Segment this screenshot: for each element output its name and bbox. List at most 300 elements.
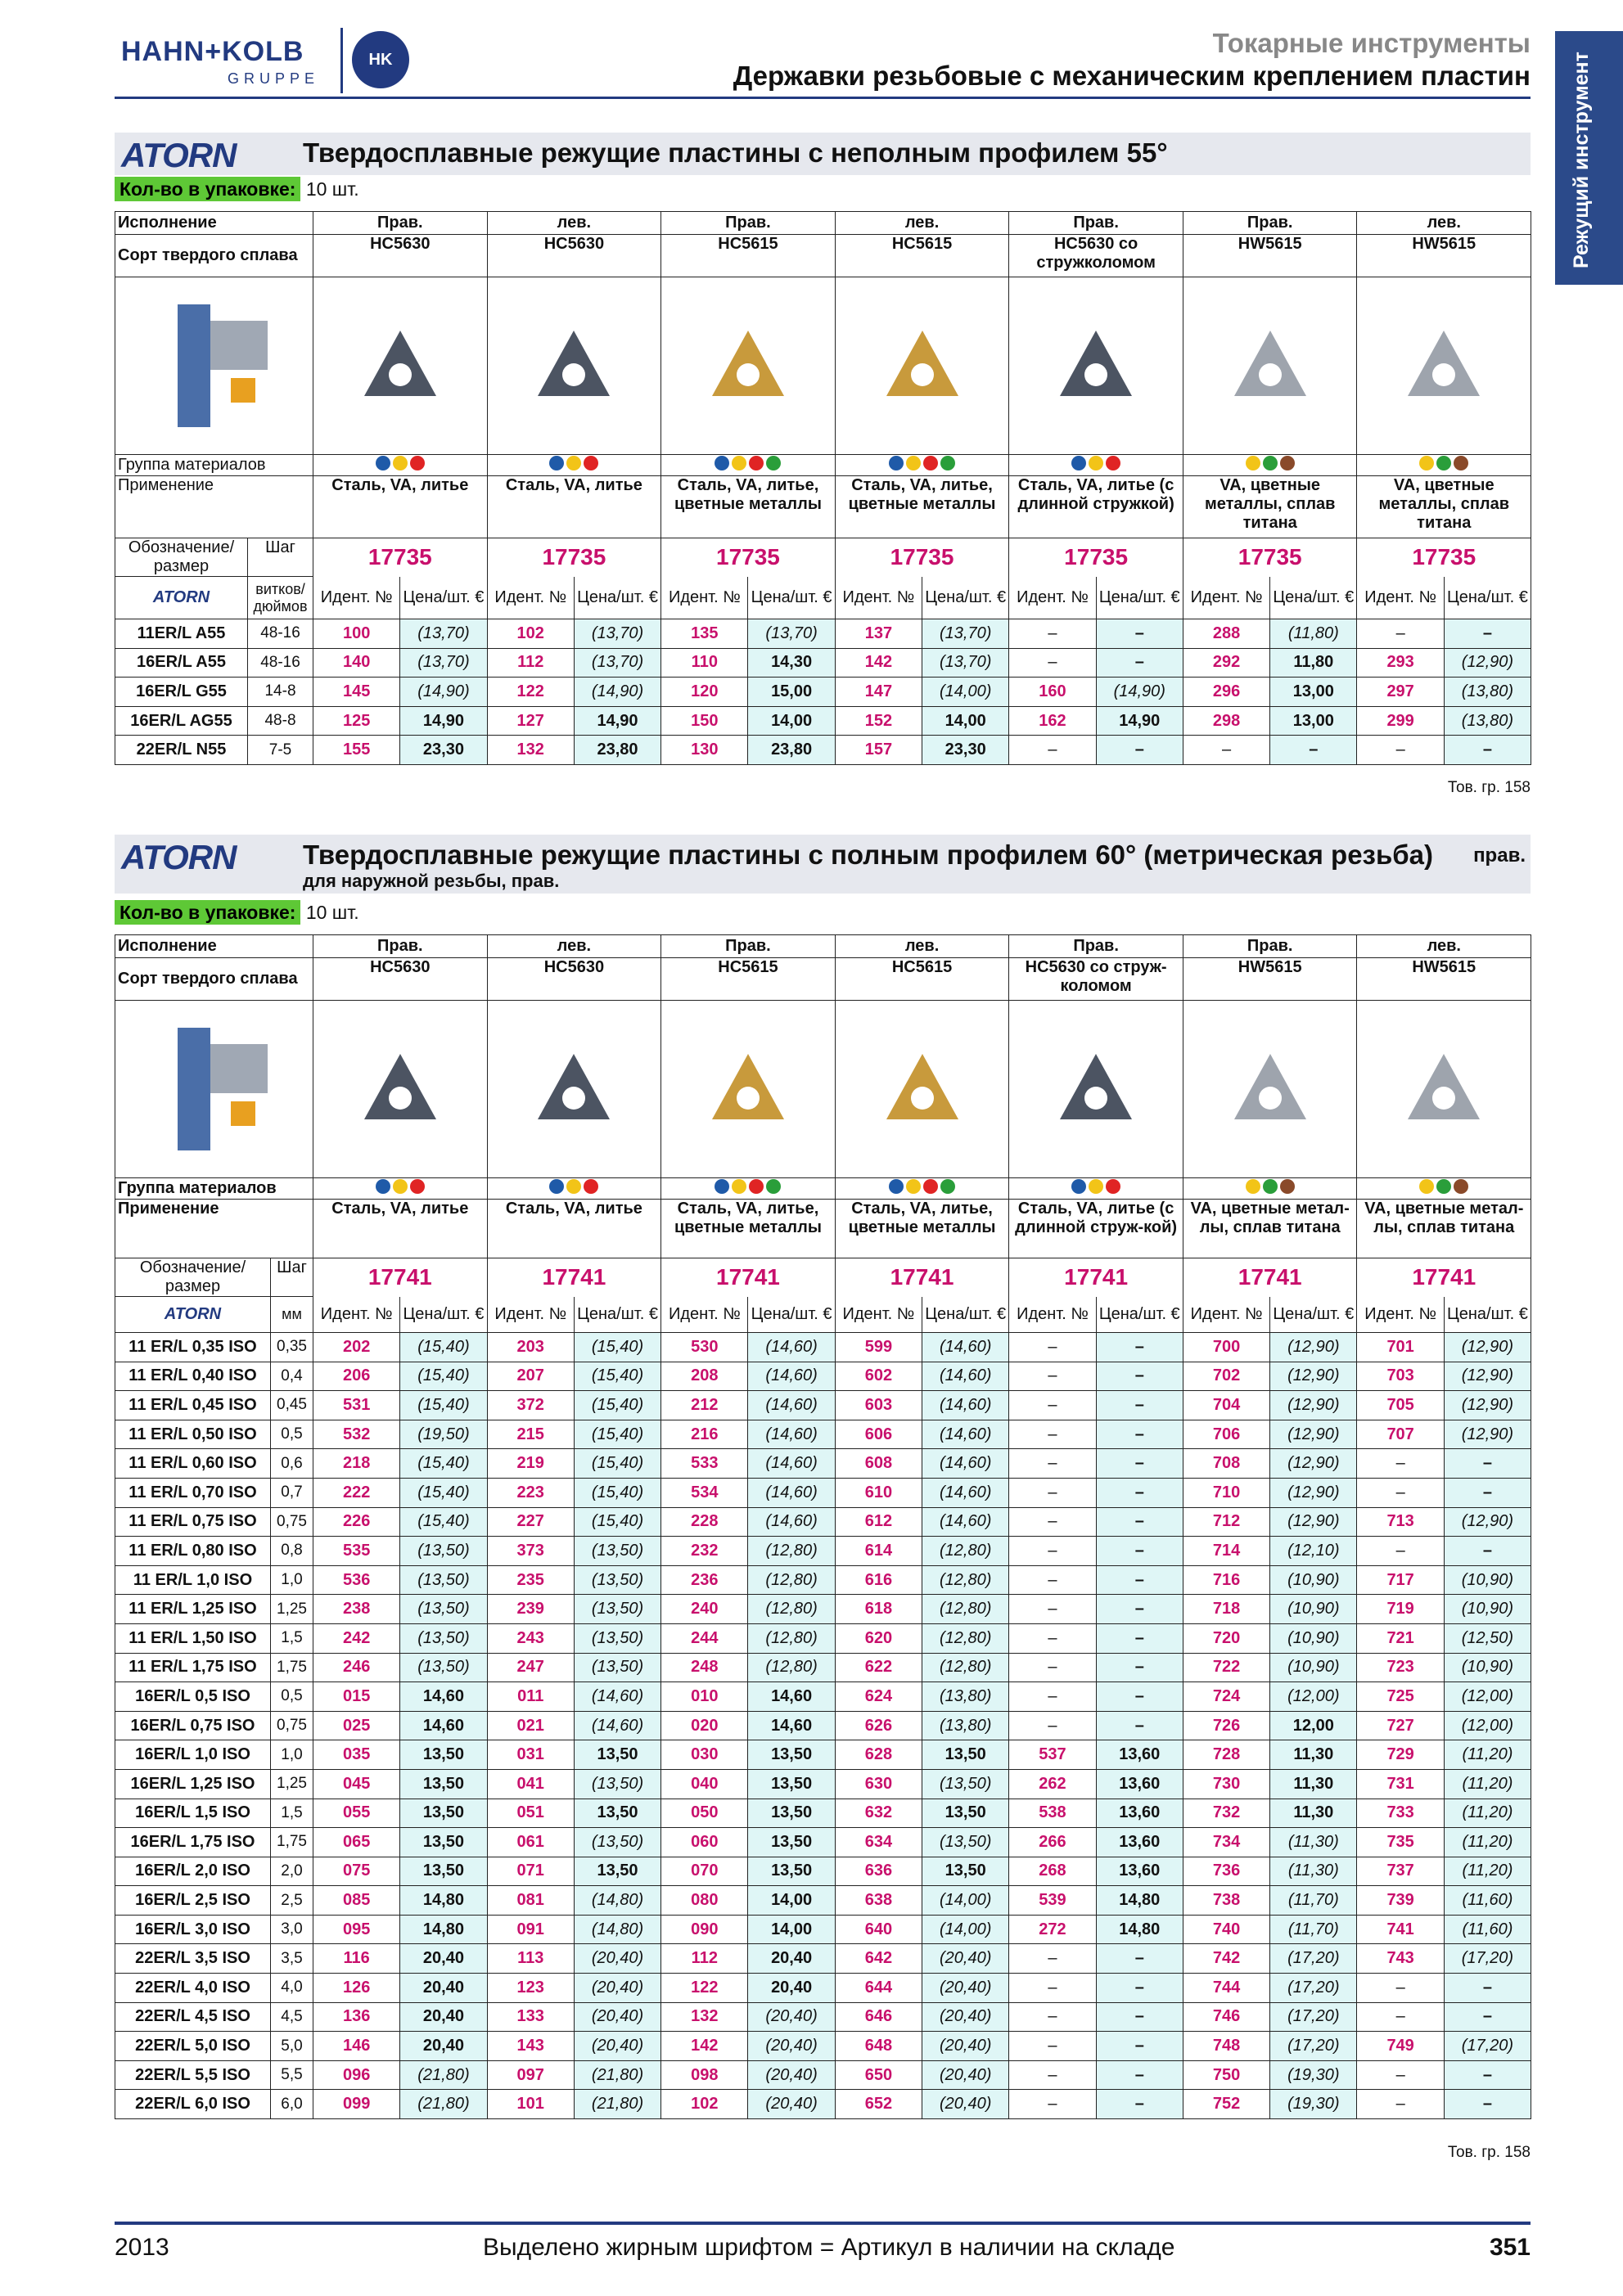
ident-cell: 041: [487, 1769, 574, 1799]
pitch-cell: 4,5: [271, 2002, 313, 2032]
size-cell: 22ER/L 6,0 ISO: [115, 2090, 271, 2119]
ident-cell: 744: [1183, 1974, 1269, 2003]
id-header: Идент. №: [661, 577, 748, 619]
price-cell: (17,20): [1270, 2032, 1357, 2061]
ident-cell: 112: [487, 648, 574, 678]
price-cell: (12,80): [748, 1565, 835, 1595]
variant-side: Прав.: [1183, 935, 1357, 958]
price-cell: –: [1096, 2032, 1183, 2061]
ident-cell: 733: [1357, 1799, 1444, 1828]
price-header: Цена/шт. €: [1444, 1297, 1531, 1333]
ident-cell: 630: [835, 1769, 922, 1799]
row-label: Сорт твердого сплава: [115, 235, 313, 277]
ident-cell: 537: [1009, 1740, 1096, 1770]
carbide-grade: HW5615: [1357, 958, 1531, 1001]
price-cell: 20,40: [400, 2032, 487, 2061]
table-row: [115, 1682, 1531, 1712]
ident-cell: 746: [1183, 2002, 1269, 2032]
price-cell: –: [1096, 2060, 1183, 2090]
ident-cell: 219: [487, 1449, 574, 1479]
price-cell: –: [1444, 1537, 1531, 1566]
material-dots: [661, 455, 836, 476]
price-cell: (13,50): [922, 1769, 1009, 1799]
price-cell: (13,50): [574, 1653, 660, 1682]
price-cell: 14,80: [1096, 1886, 1183, 1916]
price-cell: 14,90: [400, 706, 487, 736]
material-dots: [1009, 1178, 1183, 1200]
variant-side: лев.: [487, 212, 661, 235]
ident-cell: 734: [1183, 1828, 1269, 1857]
price-cell: 23,30: [400, 736, 487, 765]
price-cell: (11,70): [1270, 1915, 1357, 1944]
price-cell: (11,20): [1444, 1799, 1531, 1828]
price-cell: (11,20): [1444, 1740, 1531, 1770]
ident-cell: –: [1009, 648, 1096, 678]
ident-cell: 620: [835, 1623, 922, 1653]
price-cell: –: [1444, 1449, 1531, 1479]
insert-icon: [1234, 1054, 1306, 1119]
price-cell: (14,60): [922, 1507, 1009, 1537]
pitch-cell: 14-8: [248, 678, 313, 707]
ident-cell: –: [1009, 1362, 1096, 1391]
application: Сталь, VA, литье: [487, 476, 661, 538]
price-cell: 13,60: [1096, 1740, 1183, 1770]
price-cell: –: [1096, 1537, 1183, 1566]
ident-cell: 223: [487, 1478, 574, 1507]
ident-cell: 122: [661, 1974, 748, 2003]
ident-cell: 636: [835, 1857, 922, 1886]
table-row: [115, 1391, 1531, 1420]
thread-drawing-icon: [153, 1020, 276, 1159]
price-cell: (13,50): [400, 1565, 487, 1595]
material-dot-icon: [549, 1179, 564, 1194]
header-category: Токарные инструменты: [1212, 28, 1531, 58]
table-row: [115, 1769, 1531, 1799]
ident-cell: 741: [1357, 1915, 1444, 1944]
ident-cell: 738: [1183, 1886, 1269, 1916]
price-header: Цена/шт. €: [1444, 577, 1531, 619]
ident-cell: 538: [1009, 1799, 1096, 1828]
price-cell: 13,50: [748, 1740, 835, 1770]
ident-cell: 648: [835, 2032, 922, 2061]
price-header: Цена/шт. €: [922, 1297, 1009, 1333]
table-row: [115, 476, 1531, 538]
side-tab[interactable]: [1555, 31, 1623, 285]
section2-title: Твердосплавные режущие пластины с полным профилем 60° (метрическая резьба): [303, 840, 1433, 870]
price-cell: (20,40): [574, 1944, 660, 1974]
table-row: [115, 1449, 1531, 1479]
price-cell: (20,40): [748, 2090, 835, 2119]
material-dot-icon: [906, 456, 921, 470]
table-row: [115, 1828, 1531, 1857]
material-dot-icon: [1106, 456, 1120, 470]
material-dot-icon: [906, 1179, 921, 1194]
price-cell: (14,60): [574, 1682, 660, 1712]
price-cell: (17,20): [1270, 1944, 1357, 1974]
material-dot-icon: [1454, 1179, 1468, 1194]
ident-cell: 298: [1183, 706, 1269, 736]
id-header: Идент. №: [1183, 1297, 1269, 1333]
material-dot-icon: [410, 1179, 425, 1194]
size-cell: 11 ER/L 0,35 ISO: [115, 1333, 271, 1362]
price-cell: –: [1444, 2060, 1531, 2090]
row-label: Применение: [115, 1200, 313, 1258]
thread-drawing-icon: [153, 296, 276, 435]
price-cell: –: [1096, 2002, 1183, 2032]
ident-cell: 206: [313, 1362, 400, 1391]
price-cell: –: [1096, 1944, 1183, 1974]
price-cell: (13,50): [574, 1828, 660, 1857]
material-dot-icon: [940, 1179, 955, 1194]
pitch-cell: 4,0: [271, 1974, 313, 2003]
price-cell: (10,90): [1270, 1595, 1357, 1624]
material-dot-icon: [766, 456, 781, 470]
material-dots-group: [1071, 456, 1120, 470]
price-cell: 13,60: [1096, 1769, 1183, 1799]
ident-cell: 714: [1183, 1537, 1269, 1566]
price-cell: (14,60): [922, 1362, 1009, 1391]
price-cell: –: [1444, 1478, 1531, 1507]
price-cell: 20,40: [400, 1944, 487, 1974]
ident-cell: 090: [661, 1915, 748, 1944]
size-cell: 11 ER/L 0,50 ISO: [115, 1420, 271, 1449]
pitch-cell: 0,7: [271, 1478, 313, 1507]
material-dots-group: [715, 1179, 781, 1194]
pitch-cell: 48-8: [248, 706, 313, 736]
price-cell: 14,00: [748, 1886, 835, 1916]
price-cell: (14,60): [748, 1391, 835, 1420]
price-cell: (20,40): [922, 2060, 1009, 2090]
price-cell: (15,40): [574, 1391, 660, 1420]
carbide-grade: HC5630: [313, 958, 488, 1001]
material-dot-icon: [749, 456, 764, 470]
ident-cell: 299: [1357, 706, 1444, 736]
price-cell: 13,50: [748, 1828, 835, 1857]
material-dot-icon: [393, 1179, 408, 1194]
price-cell: (15,40): [400, 1449, 487, 1479]
price-cell: (12,00): [1270, 1682, 1357, 1712]
price-cell: 20,40: [400, 2002, 487, 2032]
ident-cell: 705: [1357, 1391, 1444, 1420]
ident-cell: 080: [661, 1886, 748, 1916]
ident-cell: 603: [835, 1391, 922, 1420]
ident-cell: 535: [313, 1537, 400, 1566]
material-dot-icon: [376, 456, 390, 470]
price-cell: (17,20): [1444, 1944, 1531, 1974]
article-number: 17741: [1357, 1258, 1531, 1297]
id-header: Идент. №: [661, 1297, 748, 1333]
price-cell: (13,50): [400, 1653, 487, 1682]
ident-cell: 703: [1357, 1362, 1444, 1391]
table-row: [115, 1623, 1531, 1653]
ident-cell: 700: [1183, 1333, 1269, 1362]
material-dots-group: [889, 456, 955, 470]
price-cell: (13,50): [400, 1537, 487, 1566]
article-number: 17735: [661, 538, 836, 577]
insert-icon: [1060, 331, 1132, 396]
material-dots: [1183, 1178, 1357, 1200]
size-cell: 22ER/L N55: [115, 736, 248, 765]
ident-cell: 207: [487, 1362, 574, 1391]
ident-cell: 721: [1357, 1623, 1444, 1653]
ident-cell: –: [1357, 1537, 1444, 1566]
ident-cell: 020: [661, 1711, 748, 1740]
insert-image: [835, 277, 1009, 455]
variant-side: Прав.: [313, 212, 488, 235]
material-dot-icon: [889, 456, 904, 470]
variant-side: Прав.: [1009, 212, 1183, 235]
article-number: 17735: [1183, 538, 1357, 577]
footer-note: Выделено жирным шрифтом = Артикул в наличии на складе: [483, 2234, 1175, 2261]
table-row: [115, 2060, 1531, 2090]
price-cell: (13,70): [400, 619, 487, 649]
table-row: [115, 935, 1531, 958]
material-dots-group: [715, 456, 781, 470]
brand-divider: [340, 28, 343, 93]
size-cell: 11 ER/L 0,80 ISO: [115, 1537, 271, 1566]
pitch-cell: 3,0: [271, 1915, 313, 1944]
price-cell: (14,60): [748, 1420, 835, 1449]
ident-cell: 729: [1357, 1740, 1444, 1770]
price-cell: 23,80: [574, 736, 660, 765]
size-cell: 16ER/L 0,5 ISO: [115, 1682, 271, 1712]
ident-cell: 634: [835, 1828, 922, 1857]
material-dots: [835, 455, 1009, 476]
pack-label: Кол-во в упаковке:: [115, 900, 300, 925]
ident-cell: 732: [1183, 1799, 1269, 1828]
ident-cell: 531: [313, 1391, 400, 1420]
ident-cell: –: [1009, 1420, 1096, 1449]
side-tab-label: Режущий инструмент: [1570, 52, 1593, 268]
ident-cell: 246: [313, 1653, 400, 1682]
size-cell: 11 ER/L 0,60 ISO: [115, 1449, 271, 1479]
price-cell: (20,40): [922, 2090, 1009, 2119]
price-cell: 14,00: [748, 706, 835, 736]
carbide-grade: HC5630: [487, 235, 661, 277]
ident-cell: –: [1357, 1974, 1444, 2003]
ident-cell: 157: [835, 736, 922, 765]
table-row: [115, 277, 1531, 455]
ident-cell: 642: [835, 1944, 922, 1974]
pitch-cell: 5,5: [271, 2060, 313, 2090]
table-row: [115, 1944, 1531, 1974]
pitch-unit: мм: [271, 1297, 313, 1333]
ident-cell: –: [1009, 2060, 1096, 2090]
atorn-logo: ATORN: [121, 838, 237, 876]
price-cell: 13,50: [400, 1740, 487, 1770]
ident-cell: –: [1009, 2002, 1096, 2032]
ident-cell: –: [1009, 1478, 1096, 1507]
price-cell: (10,90): [1270, 1653, 1357, 1682]
ident-cell: 650: [835, 2060, 922, 2090]
ident-cell: 212: [661, 1391, 748, 1420]
id-header: Идент. №: [313, 577, 400, 619]
table-row: [115, 1915, 1531, 1944]
ident-cell: –: [1009, 1595, 1096, 1624]
material-dot-icon: [766, 1179, 781, 1194]
price-cell: 14,60: [748, 1682, 835, 1712]
price-cell: –: [1096, 619, 1183, 649]
pitch-cell: 0,75: [271, 1507, 313, 1537]
price-cell: (10,90): [1444, 1653, 1531, 1682]
ident-cell: 534: [661, 1478, 748, 1507]
table-row: [115, 1333, 1531, 1362]
ident-cell: –: [1009, 2032, 1096, 2061]
carbide-grade: HC5630: [313, 235, 488, 277]
price-cell: (15,40): [574, 1449, 660, 1479]
section2-tov: Тов. гр. 158: [1447, 2144, 1531, 2161]
variant-side: Прав.: [661, 212, 836, 235]
carbide-grade: HW5615: [1357, 235, 1531, 277]
table-row: [115, 958, 1531, 1001]
price-cell: (15,40): [574, 1333, 660, 1362]
price-cell: 14,60: [400, 1711, 487, 1740]
size-cell: 11 ER/L 1,75 ISO: [115, 1653, 271, 1682]
price-cell: (14,60): [922, 1449, 1009, 1479]
price-cell: 11,30: [1270, 1740, 1357, 1770]
size-cell: 22ER/L 5,5 ISO: [115, 2060, 271, 2090]
ident-cell: 730: [1183, 1769, 1269, 1799]
table-row: [115, 455, 1531, 476]
ident-cell: 055: [313, 1799, 400, 1828]
id-header: Идент. №: [313, 1297, 400, 1333]
size-cell: 16ER/L A55: [115, 648, 248, 678]
material-dots-group: [1071, 1179, 1120, 1194]
article-number: 17735: [313, 538, 488, 577]
header-rule: [115, 97, 1531, 99]
size-cell: 16ER/L 0,75 ISO: [115, 1711, 271, 1740]
ident-cell: 622: [835, 1653, 922, 1682]
price-cell: (10,90): [1444, 1565, 1531, 1595]
application: Сталь, VA, литье: [313, 476, 488, 538]
ident-cell: –: [1183, 736, 1269, 765]
ident-cell: 632: [835, 1799, 922, 1828]
price-cell: –: [1096, 736, 1183, 765]
ident-cell: 532: [313, 1420, 400, 1449]
carbide-grade: HC5615: [661, 235, 836, 277]
drawing-part: [178, 304, 210, 427]
material-dot-icon: [549, 456, 564, 470]
ident-cell: 727: [1357, 1711, 1444, 1740]
price-cell: (11,80): [1270, 619, 1357, 649]
price-cell: 14,90: [574, 706, 660, 736]
brand-group: GRUPPE: [228, 70, 320, 87]
price-cell: (20,40): [748, 2060, 835, 2090]
ident-cell: 142: [661, 2032, 748, 2061]
table-row: [115, 2032, 1531, 2061]
price-header: Цена/шт. €: [748, 1297, 835, 1333]
pitch-cell: 1,25: [271, 1769, 313, 1799]
ident-cell: –: [1357, 2090, 1444, 2119]
ident-cell: 750: [1183, 2060, 1269, 2090]
price-cell: (12,00): [1444, 1682, 1531, 1712]
ident-cell: 070: [661, 1857, 748, 1886]
price-cell: 13,60: [1096, 1828, 1183, 1857]
variant-side: Прав.: [1183, 212, 1357, 235]
atorn-small-logo: ATORN: [115, 577, 248, 619]
drawing-part: [210, 1044, 268, 1093]
material-dots: [835, 1178, 1009, 1200]
thread-drawing: [115, 277, 313, 455]
price-cell: (10,90): [1444, 1595, 1531, 1624]
ident-cell: 100: [313, 619, 400, 649]
pack-label: Кол-во в упаковке:: [115, 177, 300, 201]
price-cell: 13,50: [400, 1799, 487, 1828]
material-dots: [313, 455, 488, 476]
page-number: 351: [1489, 2234, 1531, 2261]
thread-drawing: [115, 1001, 313, 1178]
header-title: Державки резьбовые с механическим креплением пластин: [733, 61, 1531, 91]
ident-cell: 296: [1183, 678, 1269, 707]
price-cell: –: [1096, 1974, 1183, 2003]
ident-cell: 723: [1357, 1653, 1444, 1682]
price-cell: –: [1096, 1362, 1183, 1391]
insert-image: [661, 277, 836, 455]
ident-cell: 091: [487, 1915, 574, 1944]
material-dot-icon: [923, 456, 938, 470]
ident-cell: 126: [313, 1974, 400, 2003]
material-dot-icon: [393, 456, 408, 470]
price-cell: 23,30: [922, 736, 1009, 765]
material-dot-icon: [566, 456, 581, 470]
ident-cell: 208: [661, 1362, 748, 1391]
ident-cell: 122: [487, 678, 574, 707]
price-cell: (14,00): [922, 678, 1009, 707]
ident-cell: 150: [661, 706, 748, 736]
pitch-label: Шаг: [271, 1258, 313, 1297]
pitch-cell: 1,0: [271, 1740, 313, 1770]
price-cell: (20,40): [574, 2002, 660, 2032]
ident-cell: 248: [661, 1653, 748, 1682]
ident-cell: 297: [1357, 678, 1444, 707]
price-cell: (21,80): [400, 2090, 487, 2119]
price-cell: –: [1096, 1595, 1183, 1624]
price-cell: (15,40): [400, 1333, 487, 1362]
price-cell: (19,30): [1270, 2090, 1357, 2119]
price-cell: (20,40): [922, 1944, 1009, 1974]
price-cell: 13,00: [1270, 706, 1357, 736]
price-header: Цена/шт. €: [1096, 1297, 1183, 1333]
price-cell: (10,90): [1270, 1565, 1357, 1595]
table-row: [115, 1799, 1531, 1828]
size-cell: 11ER/L A55: [115, 619, 248, 649]
ident-cell: 726: [1183, 1711, 1269, 1740]
ident-cell: 112: [661, 1944, 748, 1974]
ident-cell: –: [1009, 1653, 1096, 1682]
ident-cell: 015: [313, 1682, 400, 1712]
ident-cell: 608: [835, 1449, 922, 1479]
ident-cell: 065: [313, 1828, 400, 1857]
price-cell: (12,90): [1444, 1391, 1531, 1420]
price-cell: (12,00): [1444, 1711, 1531, 1740]
pitch-cell: 0,5: [271, 1420, 313, 1449]
size-cell: 16ER/L 1,25 ISO: [115, 1769, 271, 1799]
ident-cell: 215: [487, 1420, 574, 1449]
application: Сталь, VA, литье, цветные металлы: [835, 1200, 1009, 1258]
price-cell: –: [1444, 736, 1531, 765]
section2-pack: [115, 902, 359, 924]
ident-cell: 739: [1357, 1886, 1444, 1916]
price-cell: (12,80): [922, 1595, 1009, 1624]
ident-cell: 628: [835, 1740, 922, 1770]
price-cell: (17,20): [1270, 1974, 1357, 2003]
ident-cell: 717: [1357, 1565, 1444, 1595]
price-cell: (12,90): [1270, 1333, 1357, 1362]
material-dots-group: [1246, 1179, 1295, 1194]
price-cell: (15,40): [574, 1420, 660, 1449]
ident-cell: 222: [313, 1478, 400, 1507]
price-cell: –: [1096, 1478, 1183, 1507]
